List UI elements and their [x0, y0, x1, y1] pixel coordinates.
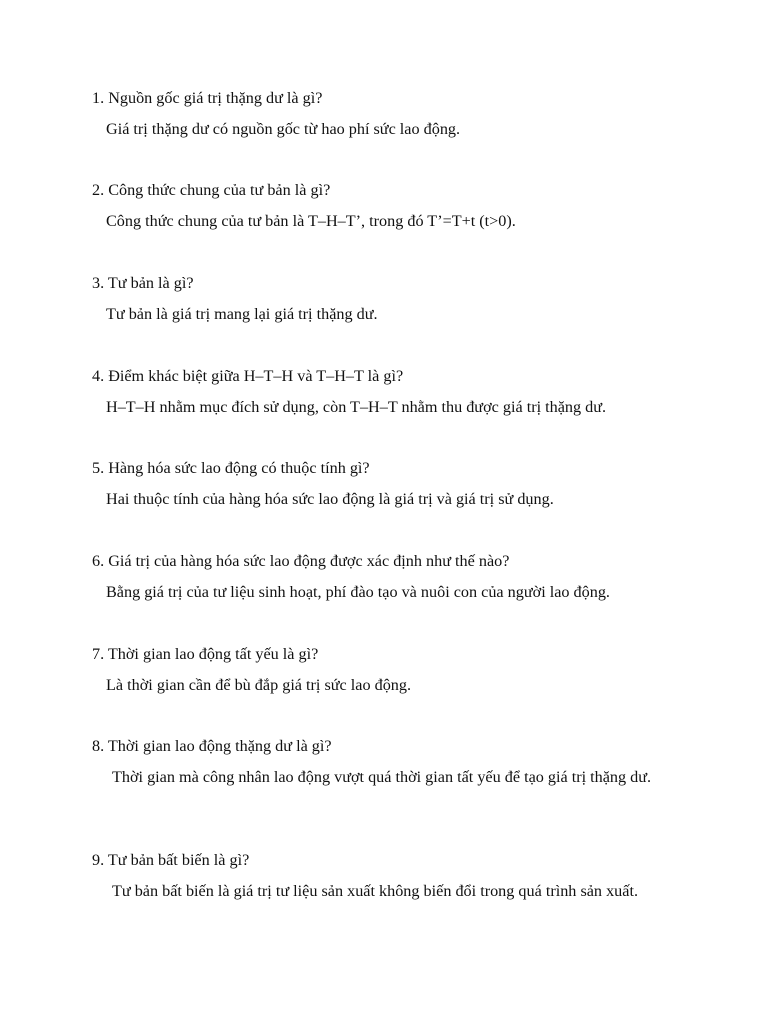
- question-3: 3. Tư bản là gì?: [92, 274, 194, 292]
- question-4: 4. Điểm khác biệt giữa H–T–H và T–H–T là gì?: [92, 367, 404, 385]
- question-5: 5. Hàng hóa sức lao động có thuộc tính gì?: [92, 459, 370, 477]
- answer-7: Là thời gian cần để bù đắp giá trị sức lao động.: [106, 676, 412, 694]
- qa-item-5: [92, 458, 674, 510]
- answer-9: Tư bản bất biến là giá trị tư liệu sản xuất không biến đổi trong quá trình sản xuất.: [112, 882, 638, 900]
- answer-5: Hai thuộc tính của hàng hóa sức lao động là giá trị và giá trị sử dụng.: [106, 490, 554, 508]
- qa-item-9: [92, 850, 674, 902]
- question-1: 1. Nguồn gốc giá trị thặng dư là gì?: [92, 89, 323, 107]
- answer-3: Tư bản là giá trị mang lại giá trị thặng dư.: [106, 305, 378, 323]
- question-8: 8. Thời gian lao động thặng dư là gì?: [92, 737, 332, 755]
- answer-4: H–T–H nhằm mục đích sử dụng, còn T–H–T nhằm thu được giá trị thặng dư.: [106, 398, 607, 416]
- qa-item-8: [92, 736, 674, 788]
- qa-item-1: [92, 88, 674, 140]
- qa-item-3: [92, 273, 674, 325]
- qa-item-6: [92, 551, 674, 603]
- answer-1: Giá trị thặng dư có nguồn gốc từ hao phí sức lao động.: [106, 120, 461, 138]
- question-2: 2. Công thức chung của tư bản là gì?: [92, 181, 331, 199]
- qa-item-2: [92, 180, 674, 232]
- question-6: 6. Giá trị của hàng hóa sức lao động được xác định như thế nào?: [92, 552, 510, 570]
- qa-item-4: [92, 366, 674, 418]
- question-7: 7. Thời gian lao động tất yếu là gì?: [92, 645, 319, 663]
- question-9: 9. Tư bản bất biến là gì?: [92, 851, 250, 869]
- answer-8: Thời gian mà công nhân lao động vượt quá thời gian tất yếu để tạo giá trị thặng dư.: [112, 768, 652, 786]
- answer-2: Công thức chung của tư bản là T–H–T’, trong đó T’=T+t (t>0).: [106, 212, 516, 230]
- qa-item-7: [92, 644, 674, 696]
- answer-6: Bằng giá trị của tư liệu sinh hoạt, phí đào tạo và nuôi con của người lao động.: [106, 583, 610, 601]
